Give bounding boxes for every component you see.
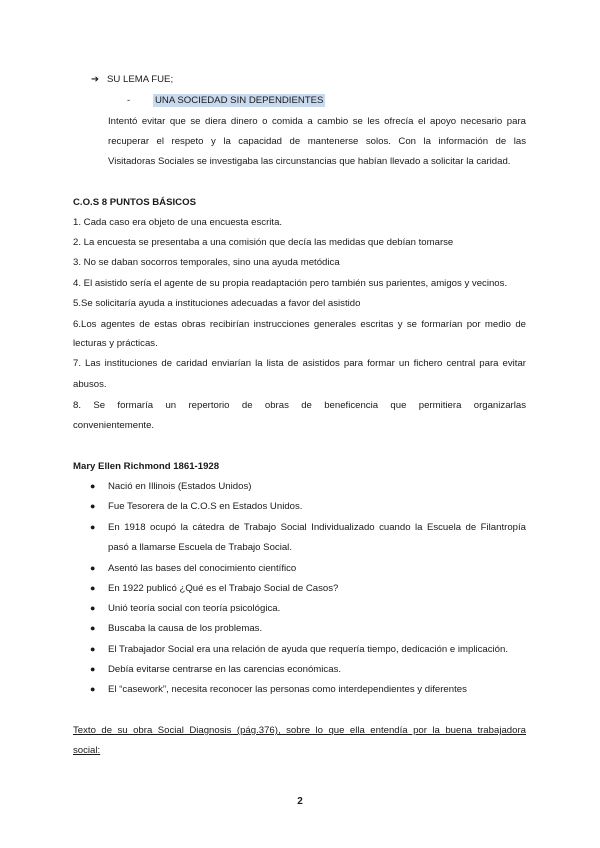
- richmond-item-3-cont: pasó a llamarse Escuela de Trabajo Social.: [108, 542, 292, 553]
- cos-line-7-cont: abusos.: [73, 379, 107, 390]
- richmond-item-1: Nació en Illinois (Estados Unidos): [108, 481, 252, 492]
- richmond-item-8: El Trabajador Social era una relación de ayuda que requería tiempo, dedicación e implicación.: [108, 644, 508, 655]
- richmond-item-6: Unió teoría social con teoría psicológica.: [108, 603, 281, 614]
- closing-line-2: social:: [73, 745, 101, 756]
- cos-heading: C.O.S 8 PUNTOS BÁSICOS: [73, 197, 196, 208]
- cos-line-4: 4. El asistido sería el agente de su propia readaptación pero también sus parientes, amigos y vecinos.: [73, 278, 508, 289]
- richmond-item-4: Asentó las bases del conocimiento científico: [108, 563, 297, 574]
- cos-line-8: 8. Se formaría un repertorio de obras de beneficencia que permitiera organizarlas: [73, 400, 526, 411]
- arrow-icon: ➔: [91, 74, 100, 85]
- bullet-icon: ●: [90, 501, 96, 511]
- bullet-icon: ●: [90, 603, 96, 613]
- cos-line-8-cont: convenientemente.: [73, 420, 155, 431]
- richmond-item-10: El “casework”, necesita reconocer las personas como interdependientes y diferentes: [108, 684, 467, 695]
- cos-line-1: 1. Cada caso era objeto de una encuesta escrita.: [73, 217, 283, 228]
- bullet-icon: ●: [90, 563, 96, 573]
- dash-marker: -: [127, 95, 131, 106]
- intro-paragraph-line-1: Intentó evitar que se diera dinero o comida a cambio se les ofrecía el apoyo necesario para: [108, 116, 526, 127]
- cos-line-6-cont: lecturas y prácticas.: [73, 338, 158, 349]
- lema-label: SU LEMA FUE;: [107, 74, 174, 85]
- bullet-icon: ●: [90, 481, 96, 491]
- cos-line-3: 3. No se daban socorros temporales, sino una ayuda metódica: [73, 257, 340, 268]
- richmond-item-3: En 1918 ocupó la cátedra de Trabajo Social Individualizado cuando la Escuela de Filantropía: [108, 522, 526, 533]
- richmond-item-7: Buscaba la causa de los problemas.: [108, 623, 263, 634]
- intro-paragraph-line-3: Visitadoras Sociales se investigaba las circunstancias que habían llevado a solicitar la caridad.: [108, 156, 511, 167]
- cos-line-5: 5.Se solicitaría ayuda a instituciones adecuadas a favor del asistido: [73, 298, 361, 309]
- richmond-heading: Mary Ellen Richmond 1861-1928: [73, 461, 220, 472]
- richmond-item-9: Debía evitarse centrarse en las carencias económicas.: [108, 664, 342, 675]
- bullet-icon: ●: [90, 522, 96, 532]
- richmond-item-2: Fue Tesorera de la C.O.S en Estados Unidos.: [108, 501, 303, 512]
- bullet-icon: ●: [90, 644, 96, 654]
- lema-highlighted-text: UNA SOCIEDAD SIN DEPENDIENTES: [155, 95, 324, 106]
- page-number: 2: [297, 796, 303, 807]
- bullet-icon: ●: [90, 684, 96, 694]
- cos-line-2: 2. La encuesta se presentaba a una comisión que decía las medidas que debían tomarse: [73, 237, 454, 248]
- intro-paragraph-line-2: recuperar el respeto y la capacidad de mantenerse solos. Con la información de las: [108, 136, 526, 147]
- richmond-item-5: En 1922 publicó ¿Qué es el Trabajo Social de Casos?: [108, 583, 339, 594]
- closing-line-1: Texto de su obra Social Diagnosis (pág.376), sobre lo que ella entendía por la buena trabajadora: [73, 725, 526, 736]
- bullet-icon: ●: [90, 623, 96, 633]
- cos-line-7: 7. Las instituciones de caridad enviarían la lista de asistidos para formar un fichero central para evitar: [73, 358, 526, 369]
- bullet-icon: ●: [90, 664, 96, 674]
- bullet-icon: ●: [90, 583, 96, 593]
- cos-line-6: 6.Los agentes de estas obras recibirían instrucciones generales escritas y se formarían por medio de: [73, 319, 526, 330]
